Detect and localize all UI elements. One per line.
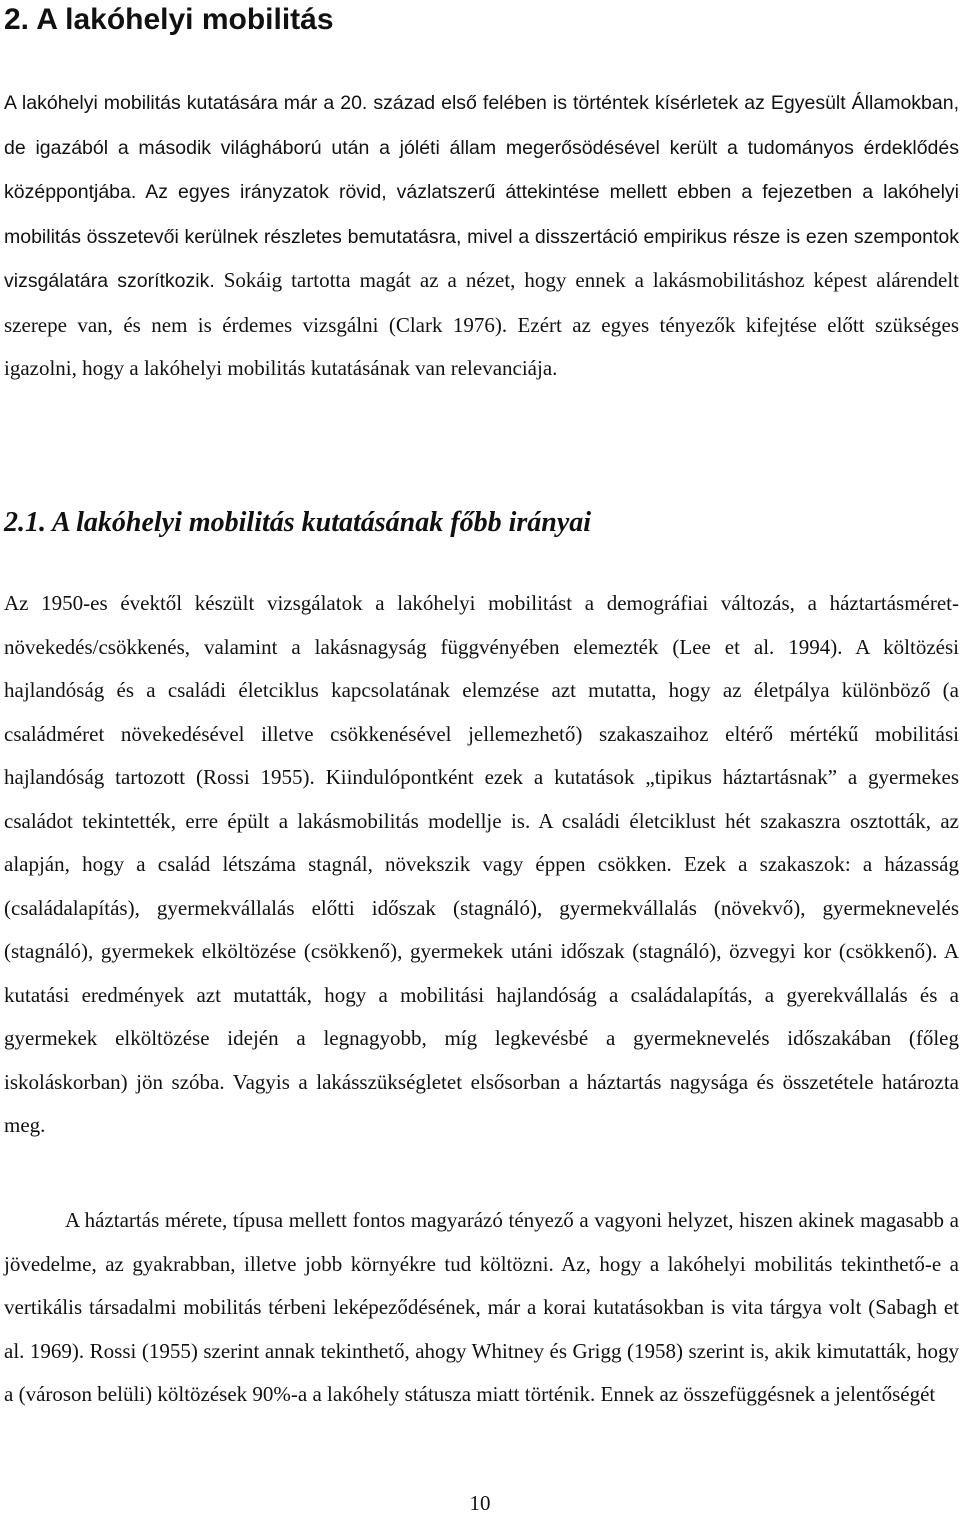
intro-text-sans: A lakóhelyi mobilitás kutatására már a 20. század első felében is történtek kísérletek az Egyesült Államokban, de igazából a második világháború után a jóléti állam megerősödésével került a tudományos érdeklődés középpontjába. Az egyes irányzatok rövid, vázlatszerű áttekintése mellett ebben a fejezetben a lakóhelyi mobilitás összetevői kerülnek részletes bemutatásra, mivel a disszertáció empirikus része is ezen szempontok vizsgálatára szorítkozik. <box>4 92 959 292</box>
intro-paragraph <box>4 81 959 391</box>
chapter-title: 2. A lakóhelyi mobilitás <box>4 3 334 36</box>
page-number: 10 <box>469 1491 491 1515</box>
intro-text-serif: Sokáig tartotta magát az a nézet, hogy ennek a lakásmobilitáshoz képest alárendelt szerepe van, és nem is érdemes vizsgálni (Clark 1976). Ezért az egyes tényezők kifejtése előtt szükséges igazolni, hogy a lakóhelyi mobilitás kutatásának van relevanciája. <box>4 268 959 380</box>
section-heading: 2.1. A lakóhelyi mobilitás kutatásának főbb irányai <box>4 507 592 538</box>
section-paragraph-1: Az 1950-es évektől készült vizsgálatok a lakóhelyi mobilitást a demográfiai változás, a háztartásméret-növekedés/csökkenés, valamint a lakásnagyság függvényében elemezték (Lee et al. 1994). A költözési hajlandóság és a családi életciklus kapcsolatának elemzése azt mutatta, hogy az életpálya különböző (a családméret növekedésével illetve csökkenésével jellemezhető) szakaszaihoz eltérő mértékű mobilitási hajlandóság tartozott (Rossi 1955). Kiindulópontként ezek a kutatások „tipikus háztartásnak” a gyermekes családot tekintették, erre épült a lakásmobilitás modellje is. A családi életciklust hét szakaszra osztották, az alapján, hogy a család létszáma stagnál, növekszik vagy éppen csökken. Ezek a szakaszok: a házasság (családalapítás), gyermekvállalás előtti időszak (stagnáló), gyermekvállalás (növekvő), gyermeknevelés (stagnáló), gyermekek elköltözése (csökkenő), gyermekek utáni időszak (stagnáló), özvegyi kor (csökkenő). A kutatási eredmények azt mutatták, hogy a mobilitási hajlandóság a családalapítás, a gyerekvállalás és a gyermekek elköltözése idején a legnagyobb, míg legkevésbé a gyermeknevelés időszakában (főleg iskoláskorban) jön szóba. Vagyis a lakásszükségletet elsősorban a háztartás nagysága és összetétele határozta meg. <box>4 591 959 1137</box>
section-paragraph-2: A háztartás mérete, típusa mellett fontos magyarázó tényező a vagyoni helyzet, hiszen akinek magasabb a jövedelme, az gyakrabban, illetve jobb környékre tud költözni. Az, hogy a lakóhelyi mobilitás tekinthető-e a vertikális társadalmi mobilitás térbeni leképeződésének, már a korai kutatásokban is vita tárgya volt (Sabagh et al. 1969). Rossi (1955) szerint annak tekinthető, ahogy Whitney és Grigg (1958) szerint is, akik kimutatták, hogy a (városon belüli) költözések 90%-a a lakóhely státusza miatt történik. Ennek az összefüggésnek a jelentőségét <box>4 1208 959 1406</box>
